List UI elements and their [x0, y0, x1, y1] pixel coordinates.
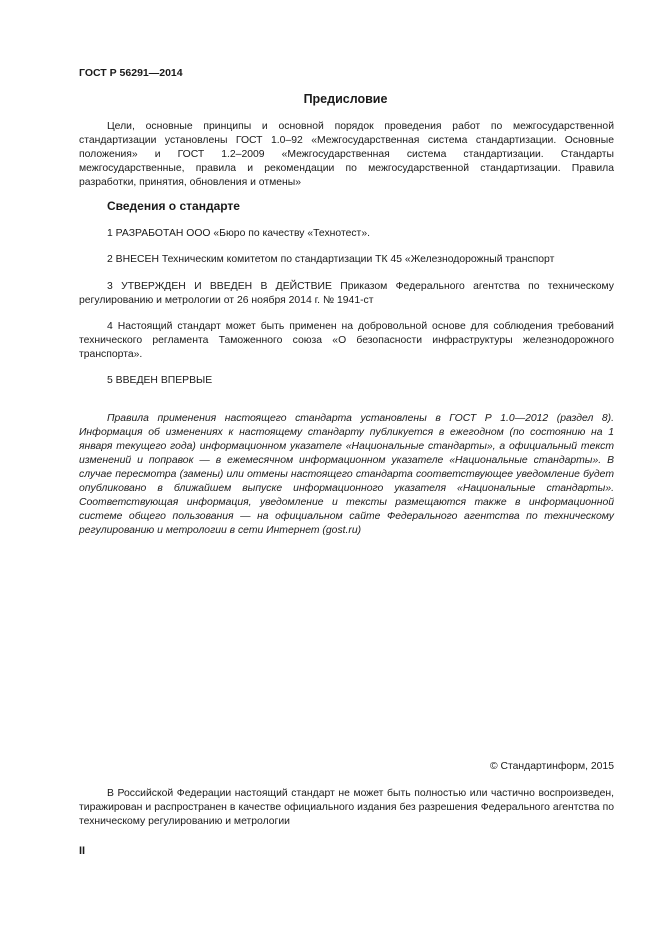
reproduction-notice: В Российской Федерации настоящий стандарт не может быть полностью или частично воспроизведен, тиражирован и распространен в качестве официального издания без разрешения Федерального агентства по техническому регулированию и метрологии	[79, 788, 614, 827]
copyright: © Стандартинформ, 2015	[489, 761, 614, 772]
info-item-1: 1 РАЗРАБОТАН ООО «Бюро по качеству «Технотест».	[107, 228, 370, 239]
document-code: ГОСТ Р 56291—2014	[79, 67, 183, 79]
page-number: II	[79, 845, 86, 857]
info-item-3: 3 УТВЕРЖДЕН И ВВЕДЕН В ДЕЙСТВИЕ Приказом Федерального агентства по техническому регулированию и метрологии от 26 ноября 2014 г. № 1941-ст	[79, 281, 614, 306]
preface-title: Предисловие	[303, 92, 388, 106]
info-item-4: 4 Настоящий стандарт может быть применен на добровольной основе для соблюдения требований технического регламента Таможенного союза «О безопасности инфраструктуры железнодорожного транспорта».	[79, 321, 614, 360]
standard-info-title: Сведения о стандарте	[107, 199, 240, 213]
info-item-2: 2 ВНЕСЕН Техническим комитетом по стандартизации ТК 45 «Железнодорожный транспорт	[107, 254, 555, 265]
preface-intro: Цели, основные принципы и основной порядок проведения работ по межгосударственной стандартизации установлены ГОСТ 1.0–92 «Межгосударственная система стандартизации. Основные положения» и ГОСТ 1.2–2009 «Межгосударственная система стандартизации. Стандарты межгосударственные, правила и рекомендации по межгосударственной стандартизации. Правила разработки, принятия, обновления и отмены»	[79, 121, 614, 188]
info-item-5: 5 ВВЕДЕН ВПЕРВЫЕ	[107, 375, 213, 386]
rules-note: Правила применения настоящего стандарта установлены в ГОСТ Р 1.0—2012 (раздел 8). Информация об изменениях к настоящему стандарту публикуется в ежегодном (по состоянию на 1 января текущего года) информационном указателе «Национальные стандарты», а официальный текст изменений и поправок — в ежемесячном информационном указателе «Национальные стандарты». В случае пересмотра (замены) или отмены настоящего стандарта соответствующее уведомление будет опубликовано в ближайшем выпуске информационного указателя «Национальные стандарты». Соответствующая информация, уведомление и тексты размещаются также в информационной системе общего пользования — на официальном сайте Федерального агентства по техническому регулированию и метрологии в сети Интернет (gost.ru)	[79, 413, 614, 536]
